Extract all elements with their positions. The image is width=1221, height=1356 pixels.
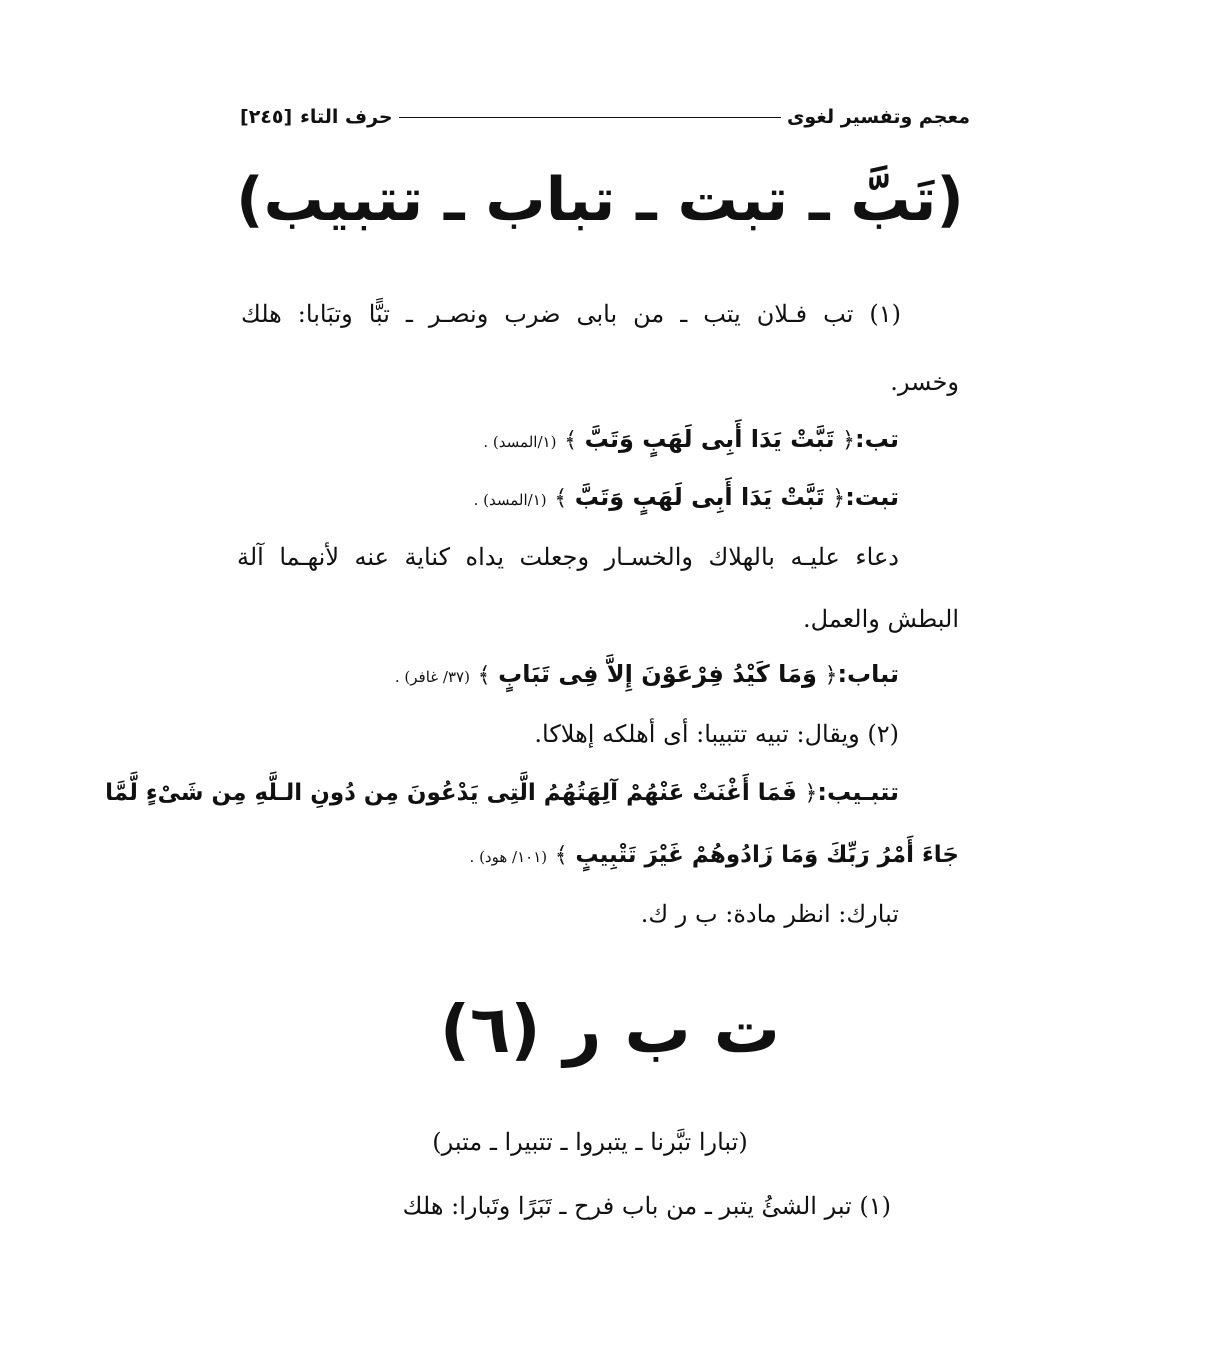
verse-tabab-label: تباب: xyxy=(837,660,899,688)
verse-tabab-reference: (٣٧/ غافر) . xyxy=(394,668,470,686)
header-page-number: [٢٤٥] xyxy=(240,106,293,128)
verse-tabbat-text: تَبَّتْ يَدَا أَبِى لَهَبٍ وَتَبَّ xyxy=(574,483,825,511)
root-letters: ت ب ر xyxy=(563,991,781,1068)
running-header xyxy=(240,100,970,134)
header-section: حرف التاء xyxy=(300,106,393,128)
paragraph-3: (٢) ويقال: تبيه تتبيبا: أى أهلكه إهلاكا. xyxy=(534,720,899,748)
quran-brace-close: ﴾ xyxy=(564,428,577,453)
quran-brace-close: ﴾ xyxy=(554,843,568,868)
paragraph-1-line-2: وخسر. xyxy=(890,368,959,396)
root-heading xyxy=(380,975,840,1085)
verse-tatbib-line-2 xyxy=(470,840,959,868)
quran-brace-open: ﴿ xyxy=(804,781,818,806)
quran-brace-close: ﴾ xyxy=(554,486,568,511)
verse-tabbat-label: تبت: xyxy=(845,483,899,511)
quran-brace-open: ﴿ xyxy=(824,663,838,688)
paragraph-1-line-1: (١) تب فـلان يتب ـ من بابى ضرب ونصـر ـ تبًّا وتبَابا: هلك xyxy=(241,300,901,328)
entry-subtitle: (تبارا تبَّرنا ـ يتبروا ـ تتبيرا ـ متبر) xyxy=(432,1128,748,1156)
verse-tatbib-label: تتبـيب: xyxy=(817,778,899,806)
cross-reference: تبارك: انظر مادة: ب ر ك. xyxy=(640,900,899,928)
verse-tatbib-line-1 xyxy=(105,778,899,806)
verse-tatbib-reference: (١٠١/ هود) . xyxy=(469,848,548,866)
verse-tabab xyxy=(395,660,899,688)
header-book-title: معجم وتفسير لغوى xyxy=(786,106,970,128)
verse-tabb-text: تَبَّتْ يَدَا أَبِى لَهَبٍ وَتَبَّ xyxy=(584,425,835,453)
entry-title: (تَبَّ ـ تبت ـ تباب ـ تتبيب) xyxy=(236,165,964,235)
verse-tabbat-reference: (١/المسد) . xyxy=(473,491,547,509)
verse-tatbib-text-2: جَاءَ أَمْرُ رَبِّكَ وَمَا زَادُوهُمْ غَيْرَ تَتْبِيبٍ xyxy=(575,842,959,868)
root-number: (٦) xyxy=(439,991,541,1068)
verse-tabb-reference: (١/المسد) . xyxy=(483,433,557,451)
paragraph-4-line-1: (١) تبر الشئُ يتبر ـ من باب فرح ـ تَبَرًا وتَبارا: هلك xyxy=(402,1192,891,1220)
quran-brace-open: ﴿ xyxy=(842,428,855,453)
verse-tabb xyxy=(483,425,899,453)
header-rule xyxy=(399,117,781,118)
quran-brace-close: ﴾ xyxy=(477,663,491,688)
paragraph-2-line-1: دعاء عليـه بالهلاك والخسـار وجعلت يداه كناية عنه لأنهـما آلة xyxy=(237,543,899,571)
verse-tabab-text: وَمَا كَيْدُ فِرْعَوْنَ إِلاَّ فِى تَبَابٍ xyxy=(498,660,817,688)
verse-tabb-label: تب: xyxy=(854,425,899,453)
paragraph-2-line-2: البطش والعمل. xyxy=(803,605,959,633)
verse-tatbib-text-1: فَمَا أَغْنَتْ عَنْهُمْ آلِهَتُهُمُ الَّتِى يَدْعُونَ مِن دُونِ الـلَّهِ مِن شَىْءٍ لَّمَّا xyxy=(105,780,797,806)
verse-tabbat xyxy=(474,483,899,511)
quran-brace-open: ﴿ xyxy=(832,486,846,511)
